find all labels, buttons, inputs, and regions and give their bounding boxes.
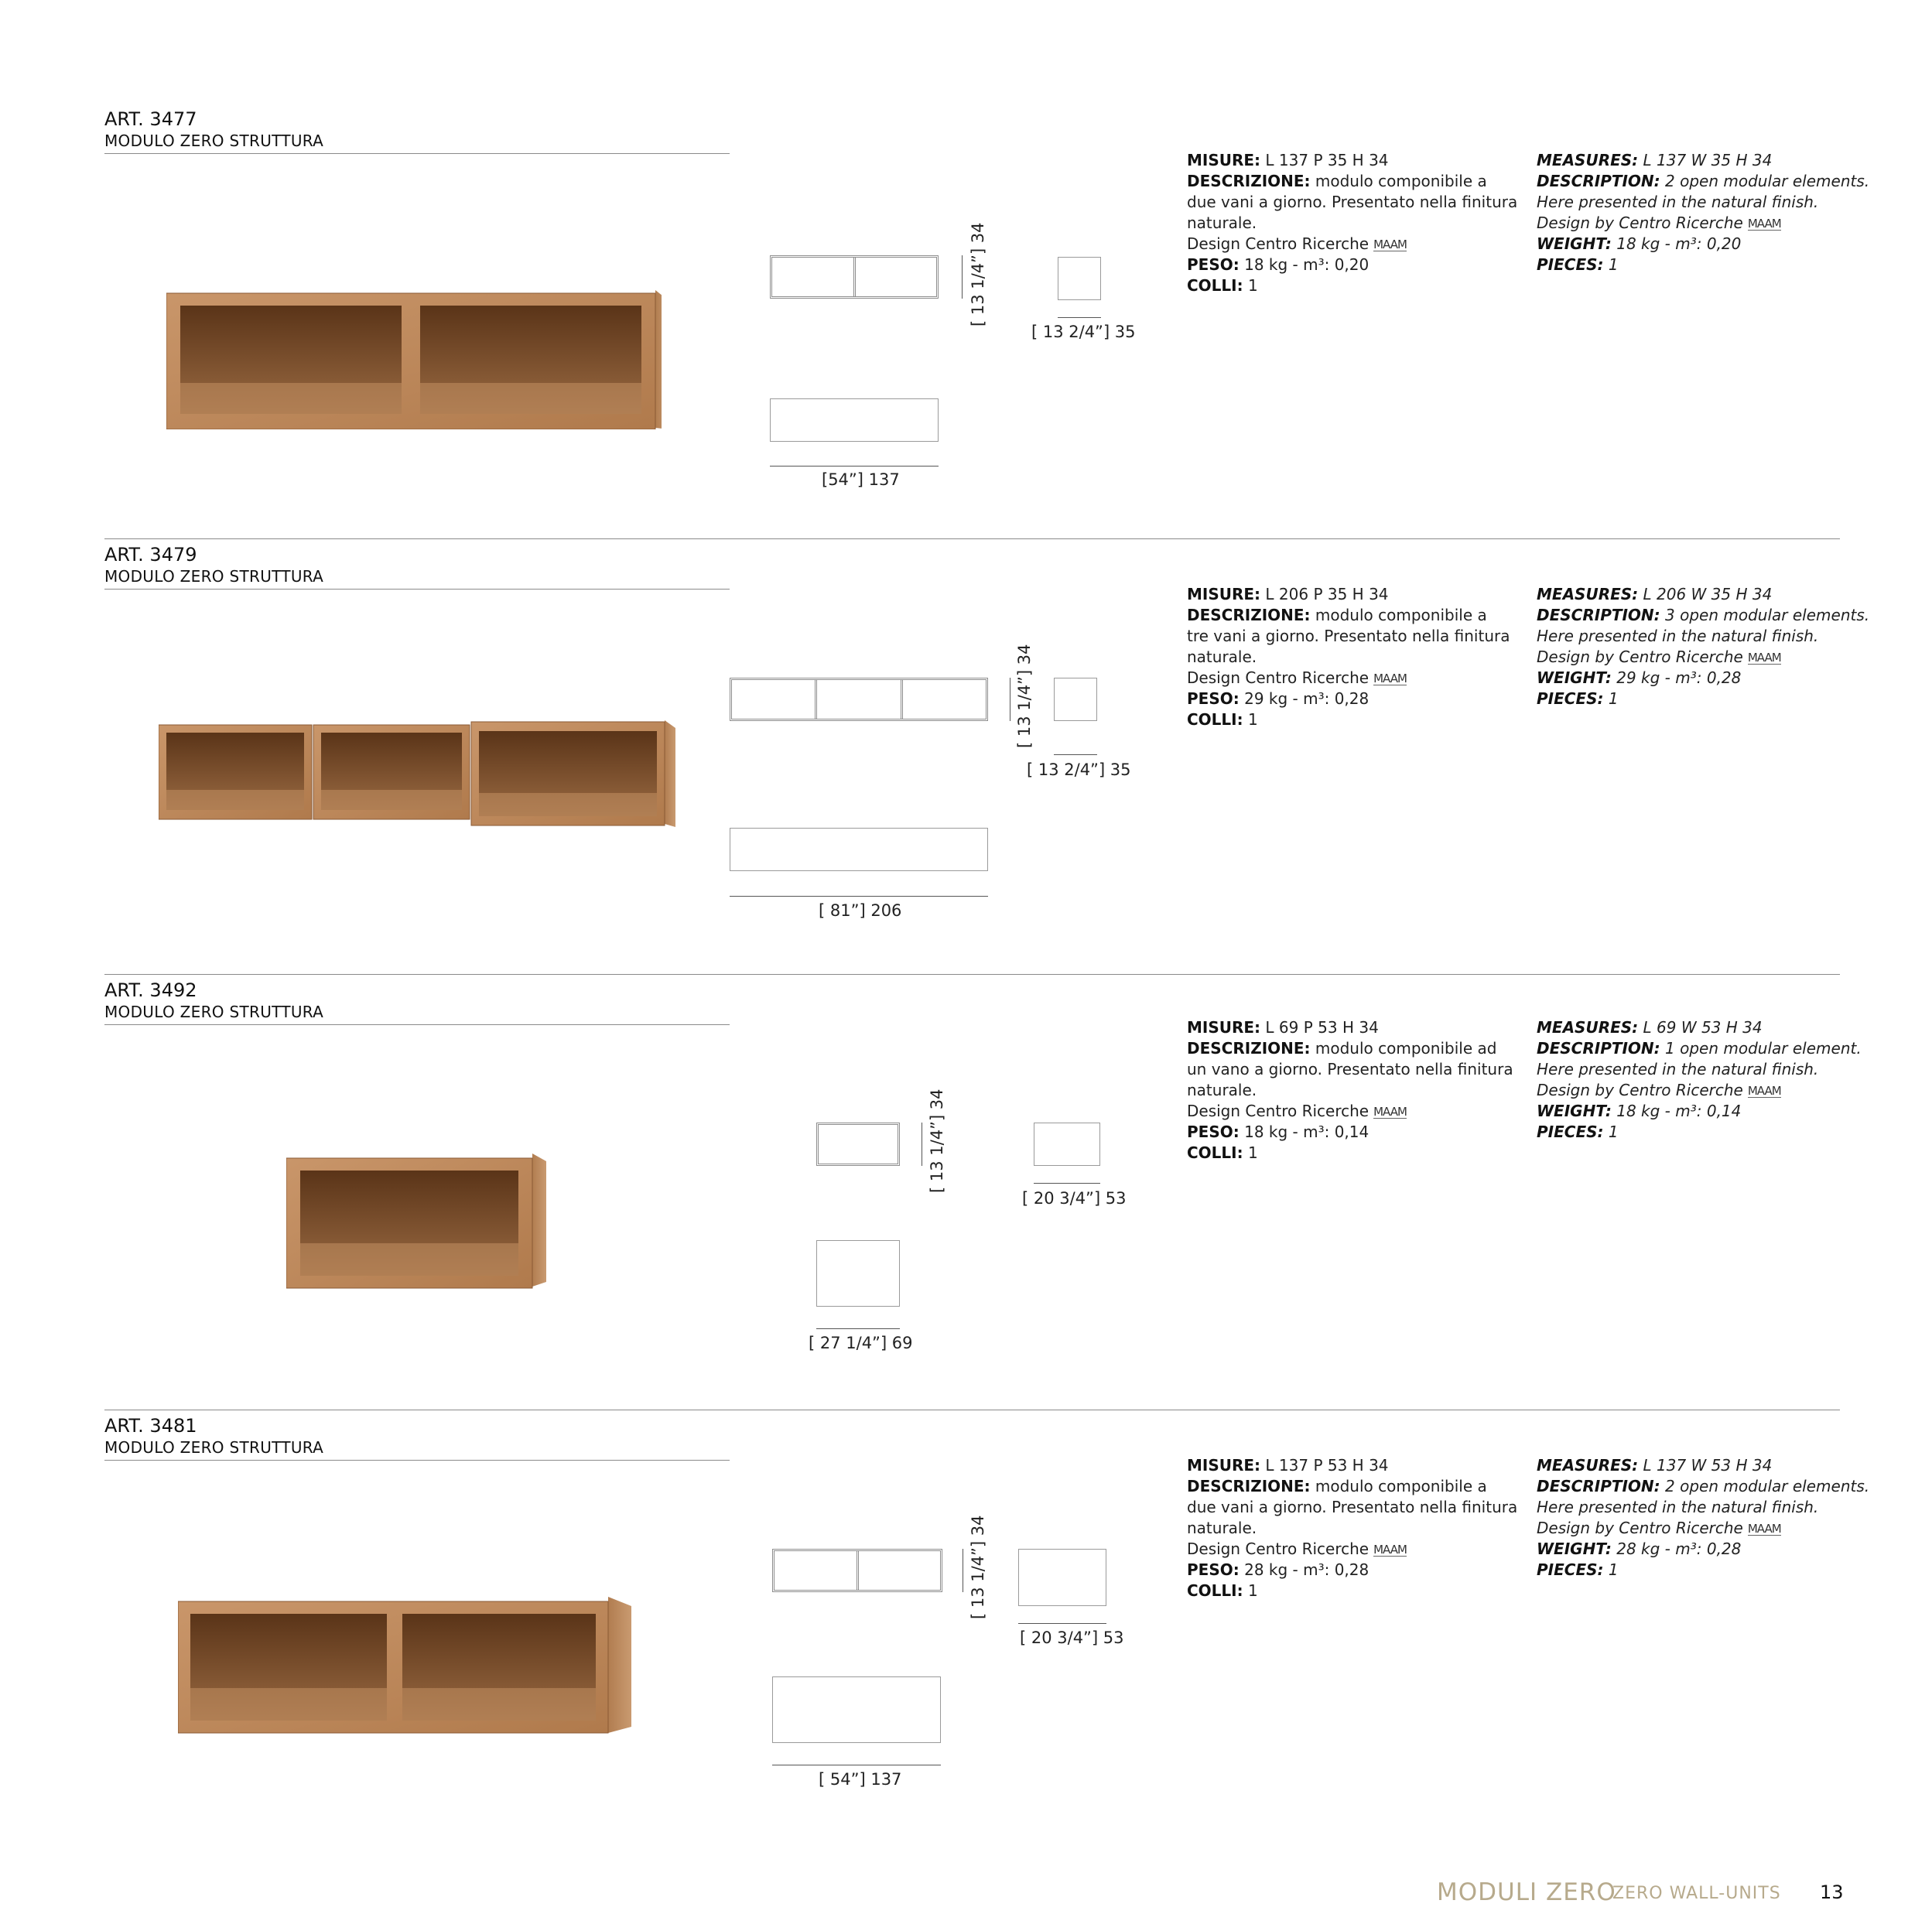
width-dimension-label: [54”] 137 <box>822 470 900 489</box>
italian-specs: MISURE: L 69 P 53 H 34 DESCRIZIONE: modulo componibile ad un vano a giorno. Presentato nella finitura naturale. Design Centro Ricerche MAAM PESO: 18 kg - m³: 0,14 COLLI: 1 <box>1187 1018 1513 1162</box>
top-view-drawing <box>730 828 988 871</box>
front-view-drawing <box>772 1549 942 1592</box>
article-subtitle: MODULO ZERO STRUTTURA <box>104 567 324 586</box>
maam-logo: MAAM <box>1373 672 1407 685</box>
product-photo <box>178 1597 634 1736</box>
top-view-drawing <box>770 398 939 442</box>
depth-dimension-line <box>1058 317 1101 318</box>
height-dimension-label: [ 13 1/4”] 34 <box>1015 644 1034 748</box>
article-subtitle: MODULO ZERO STRUTTURA <box>104 132 324 150</box>
divider <box>104 1460 730 1461</box>
maam-logo: MAAM <box>1747 1084 1781 1098</box>
divider <box>104 153 730 154</box>
width-dimension-line <box>730 896 988 897</box>
article-number: ART. 3479 <box>104 544 197 566</box>
english-specs: MEASURES: L 137 W 35 H 34 DESCRIPTION: 2 open modular elements. Here presented in the natural finish. Design by Centro Ricerche MAAM WEIGHT: 18 kg - m³: 0,20 PIECES: 1 <box>1537 151 1870 274</box>
product-photo <box>166 290 662 429</box>
height-dimension-line <box>962 255 963 299</box>
depth-dimension-label: [ 20 3/4”] 53 <box>1020 1629 1124 1647</box>
divider <box>104 1024 730 1025</box>
front-view-drawing <box>816 1123 900 1166</box>
width-dimension-line <box>770 466 939 467</box>
product-photo <box>159 720 677 829</box>
article-number: ART. 3492 <box>104 979 197 1001</box>
height-dimension-label: [ 13 1/4”] 34 <box>969 1515 987 1619</box>
front-view-drawing <box>770 255 939 299</box>
top-view-drawing <box>816 1240 900 1307</box>
maam-logo: MAAM <box>1373 1543 1407 1557</box>
maam-logo: MAAM <box>1747 1522 1781 1536</box>
width-dimension-line <box>816 1328 900 1329</box>
width-dimension-label: [ 81”] 206 <box>819 901 902 920</box>
italian-specs: MISURE: L 206 P 35 H 34 DESCRIZIONE: modulo componibile a tre vani a giorno. Presentato nella finitura naturale. Design Centro Ricerche MAAM PESO: 29 kg - m³: 0,28 COLLI: 1 <box>1187 585 1510 729</box>
italian-specs: MISURE: L 137 P 53 H 34 DESCRIZIONE: modulo componibile a due vani a giorno. Presentato nella finitura naturale. Design Centro Ricerche MAAM PESO: 28 kg - m³: 0,28 COLLI: 1 <box>1187 1456 1518 1600</box>
article-number: ART. 3481 <box>104 1415 197 1437</box>
footer-subtitle: ZERO WALL-UNITS <box>1612 1884 1781 1903</box>
maam-logo: MAAM <box>1747 651 1781 665</box>
article-subtitle: MODULO ZERO STRUTTURA <box>104 1438 324 1457</box>
page-number: 13 <box>1820 1881 1844 1903</box>
article-subtitle: MODULO ZERO STRUTTURA <box>104 1003 324 1021</box>
depth-dimension-line <box>1054 754 1097 755</box>
maam-logo: MAAM <box>1373 238 1407 251</box>
english-specs: MEASURES: L 69 W 53 H 34 DESCRIPTION: 1 open modular element. Here presented in the natural finish. Design by Centro Ricerche MAAM WEIGHT: 18 kg - m³: 0,14 PIECES: 1 <box>1537 1018 1862 1141</box>
side-view-drawing <box>1054 678 1097 721</box>
depth-dimension-line <box>1034 1183 1100 1184</box>
depth-dimension-label: [ 20 3/4”] 53 <box>1022 1189 1127 1208</box>
maam-logo: MAAM <box>1747 217 1781 231</box>
article-number: ART. 3477 <box>104 108 197 130</box>
footer-title: MODULI ZERO <box>1437 1878 1616 1906</box>
product-section <box>0 1415 1932 1848</box>
product-section <box>0 544 1932 977</box>
side-view-drawing <box>1058 257 1101 300</box>
depth-dimension-label: [ 13 2/4”] 35 <box>1031 323 1136 341</box>
product-section <box>0 979 1932 1413</box>
side-view-drawing <box>1034 1123 1100 1166</box>
english-specs: MEASURES: L 137 W 53 H 34 DESCRIPTION: 2 open modular elements. Here presented in the natural finish. Design by Centro Ricerche MAAM WEIGHT: 28 kg - m³: 0,28 PIECES: 1 <box>1537 1456 1870 1579</box>
height-dimension-label: [ 13 1/4”] 34 <box>969 222 987 326</box>
width-dimension-label: [ 54”] 137 <box>819 1770 902 1789</box>
height-dimension-label: [ 13 1/4”] 34 <box>928 1089 946 1193</box>
section-divider <box>104 974 1840 975</box>
top-view-drawing <box>772 1676 941 1743</box>
english-specs: MEASURES: L 206 W 35 H 34 DESCRIPTION: 3 open modular elements. Here presented in the natural finish. Design by Centro Ricerche MAAM WEIGHT: 29 kg - m³: 0,28 PIECES: 1 <box>1537 585 1870 708</box>
italian-specs: MISURE: L 137 P 35 H 34 DESCRIZIONE: modulo componibile a due vani a giorno. Presentato nella finitura naturale. Design Centro Ricerche MAAM PESO: 18 kg - m³: 0,20 COLLI: 1 <box>1187 151 1518 295</box>
product-photo <box>286 1153 549 1293</box>
width-dimension-label: [ 27 1/4”] 69 <box>809 1334 913 1352</box>
depth-dimension-label: [ 13 2/4”] 35 <box>1027 760 1131 779</box>
maam-logo: MAAM <box>1373 1105 1407 1119</box>
front-view-drawing <box>730 678 988 721</box>
divider <box>104 589 730 590</box>
side-view-drawing <box>1018 1549 1106 1606</box>
depth-dimension-line <box>1018 1623 1106 1624</box>
product-section <box>0 108 1932 542</box>
section-divider <box>104 538 1840 539</box>
